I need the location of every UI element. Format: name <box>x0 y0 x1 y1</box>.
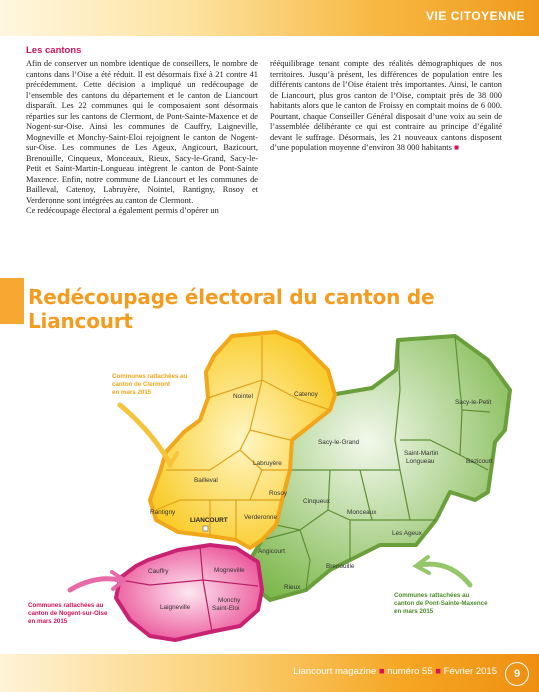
commune-label: Labruyère <box>253 460 282 467</box>
commune-label: Les Ageux <box>392 530 422 537</box>
magazine-name: Liancourt magazine <box>293 666 377 677</box>
section-label: VIE CITOYENNE <box>426 9 525 23</box>
legend-line: en mars 2015 <box>112 389 152 396</box>
commune-label: Cinqueux <box>303 498 331 505</box>
commune-label: Rantigny <box>150 509 176 516</box>
commune-label: Verderonne <box>244 514 278 521</box>
footer-band <box>0 654 539 692</box>
article-paragraph: Ce redécoupage électoral a également permis d’opérer un <box>26 206 219 215</box>
commune-label: Monchy <box>218 597 241 604</box>
header-band <box>0 0 539 36</box>
article-paragraph <box>270 59 502 154</box>
separator: ■ <box>378 666 385 677</box>
commune-label: Sacy-le-Petit <box>455 399 492 406</box>
article-column-1 <box>26 59 258 217</box>
footer-text <box>293 666 497 677</box>
article-text: rééquilibrage tenant compte des réalités démographiques de nos territoires. Jusqu’à présent, les différences de population entre les différents cantons de l’Oise étaient très importantes. Ainsi, le canton de Liancourt, plus gros canton de l’Oise, comptait près de 38 000 habitants alors que le canton de Froissy en comptait moins de 6 000. Pourtant, chaque Conseiller Général disposait d’une voix au sein de l’assemblée délibérante ce qui est contraire au principe d’égalité devant le suffrage. Désormais, les 21 nouveaux cantons disposent d’une population moyenne d’environ 38 000 habitants <box>270 59 502 152</box>
article-heading: Les cantons <box>26 45 82 56</box>
commune-label: Angicourt <box>258 548 285 555</box>
legend-clermont <box>112 373 188 396</box>
legend-line: en mars 2015 <box>28 618 68 625</box>
legend-line: canton de Nogent-sur-Oise <box>28 610 108 617</box>
legend-line: canton de Pont-Sainte-Maxence <box>394 600 488 607</box>
issue-number: numéro 55 <box>387 666 433 677</box>
legend-line: Communes rattachées au <box>112 373 188 380</box>
commune-label: Saint-Martin <box>404 450 439 457</box>
legend-line: en mars 2015 <box>394 608 434 615</box>
legend-line: Communes rattachées au <box>28 602 104 609</box>
commune-label: Rieux <box>284 584 301 591</box>
canton-map <box>0 320 539 650</box>
legend-line: Communes rattachées au <box>394 592 470 599</box>
title-tab <box>0 278 24 324</box>
commune-label: Mogneville <box>214 567 245 574</box>
article-paragraph: Afin de conserver un nombre identique de conseillers, le nombre de cantons dans l’Oise a été réduit. Il est désormais fixé à 21 contre 41 précédemment. Cette décision a impliqué un redécoupage de l’ensemble des cantons du département et le canton de Liancourt disparaît. Les 22 communes qui le composaient sont désormais réparties sur les cantons de Clermont, de Pont-Sainte-Maxence et de Nogent-sur-Oise. Ainsi les communes de Cauffry, Laigneville, Mogneville et Monchy-Saint-Eloi rejoignent le canton de Nogent-sur-Oise. Les communes de Les Ageux, Angicourt, Bazicourt, Brenouille, Cinqueux, Monceaux, Rieux, Sacy-le-Grand, Sacy-le-Petit et Saint-Martin-Longueau intègrent le canton de Pont-Sainte Maxence. Enfin, notre commune de Liancourt et les communes de Bailleval, Catenoy, Labruyère, Nointel, Rantigny, Rosoy et Verderonne sont intégrées au canton de Clermont. <box>26 59 258 205</box>
commune-label: Longueau <box>406 458 435 465</box>
liancourt-marker <box>203 526 208 531</box>
commune-label: Catenoy <box>294 391 318 398</box>
legend-line: canton de Clermont <box>112 381 171 388</box>
page-number: 9 <box>505 662 529 686</box>
commune-label: Brenouille <box>326 563 355 570</box>
commune-label: Bailleval <box>194 477 218 484</box>
map-title: Redécoupage électoral du canton de Liancourt <box>28 285 435 333</box>
separator: ■ <box>435 666 442 677</box>
region-nogent-sur-oise <box>116 545 262 640</box>
commune-label: Nointel <box>233 393 253 400</box>
commune-label: Saint-Eloi <box>212 605 240 612</box>
commune-label: Rosoy <box>269 490 288 497</box>
legend-pont <box>394 592 488 615</box>
end-mark: ■ <box>453 143 460 152</box>
commune-label: LIANCOURT <box>190 517 228 524</box>
legend-nogent <box>28 602 108 625</box>
article-column-2 <box>270 59 502 154</box>
commune-label: Bazicourt <box>466 458 493 465</box>
issue-date: Février 2015 <box>443 666 497 677</box>
commune-label: Sacy-le-Grand <box>318 439 360 446</box>
commune-label: Monceaux <box>347 509 377 516</box>
commune-label: Cauffry <box>148 568 169 575</box>
commune-label: Laigneville <box>160 604 191 611</box>
